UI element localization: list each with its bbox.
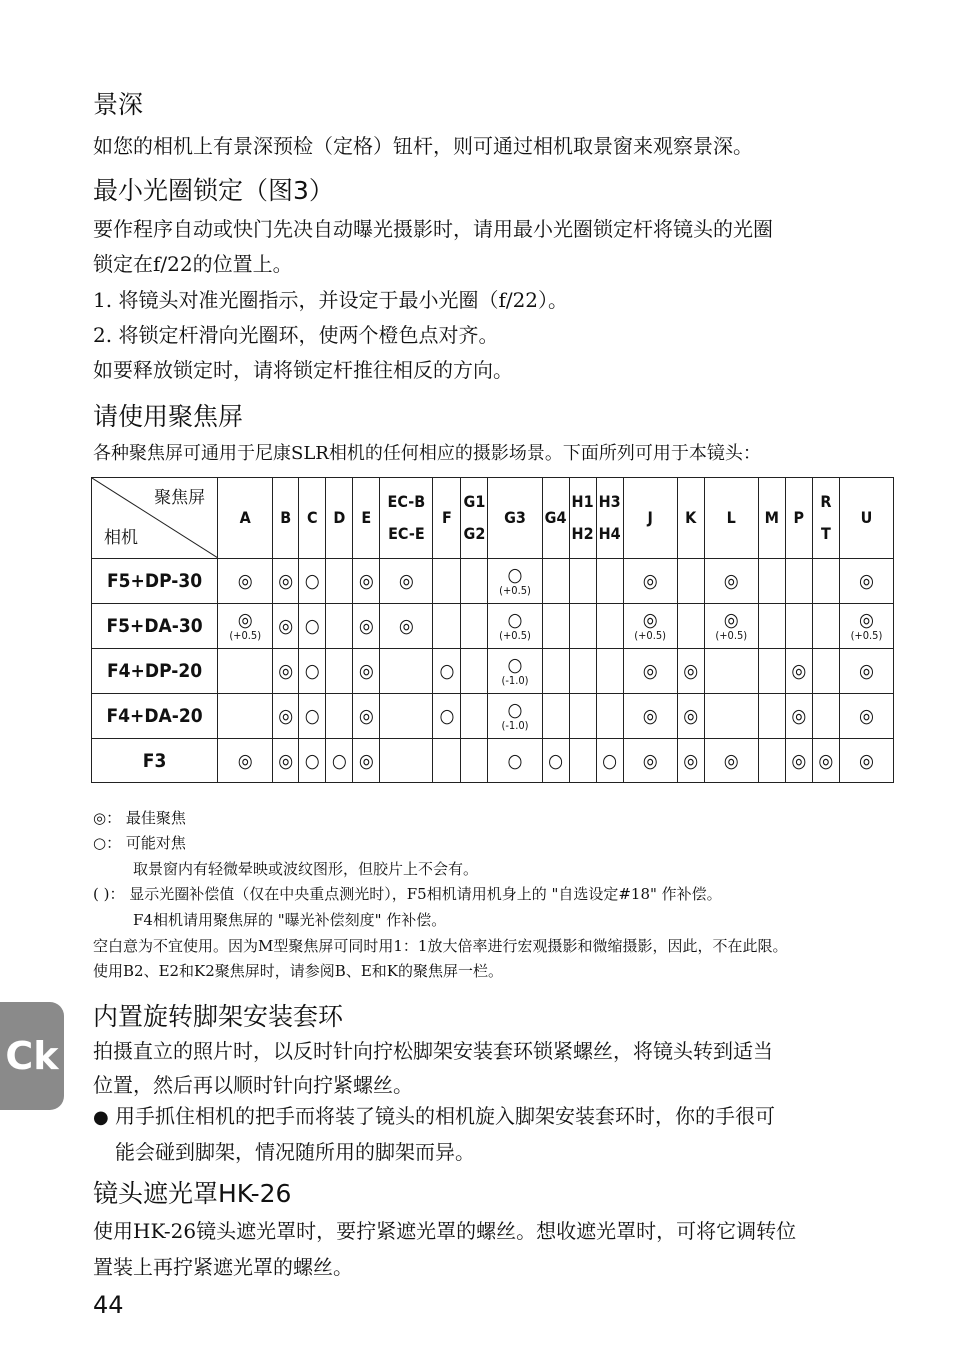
table-cell: [569, 694, 596, 739]
compensation-value: (+0.5): [850, 629, 883, 642]
table-cell: [569, 649, 596, 694]
table-cell: [623, 739, 677, 783]
legend-vignetting-note: 取景窗内有轻微晕映或波纹图形，但胶片上不会有。: [133, 860, 479, 878]
table-cell: [596, 694, 623, 739]
table-cell: [758, 649, 785, 694]
best-focus-icon: ◎: [358, 570, 374, 592]
legend-best-focus: ◎： 最佳聚焦: [93, 809, 186, 827]
table-cell: [326, 649, 353, 694]
column-header-label: G4: [544, 508, 567, 527]
table-cell: [433, 694, 461, 739]
column-header-label-2: H4: [598, 524, 621, 543]
table-cell: [380, 559, 433, 604]
table-row: [92, 694, 894, 739]
best-focus-icon: ◎: [237, 749, 253, 772]
table-cell: [677, 739, 704, 783]
table-cell: [353, 694, 380, 739]
hood-line2: 置装上再拧紧遮光罩的螺丝。: [93, 1255, 353, 1279]
column-header-label: C: [306, 508, 318, 527]
table-cell: [433, 559, 461, 604]
table-cell: [812, 649, 839, 694]
possible-focus-icon: ○: [439, 705, 455, 727]
column-header-label: F: [442, 508, 452, 527]
table-corner-cell: [92, 478, 218, 559]
column-header: [461, 478, 488, 559]
table-cell: [785, 604, 812, 649]
min-aperture-step-1: 1. 将镜头对准光圈指示，并设定于最小光圈（f/22）。: [93, 288, 569, 312]
table-cell: [704, 559, 758, 604]
table-cell: [677, 649, 704, 694]
table-row: [92, 739, 894, 783]
table-cell: [461, 559, 488, 604]
table-cell: [380, 694, 433, 739]
table-cell: [704, 694, 758, 739]
column-header: [677, 478, 704, 559]
table-body: [92, 559, 894, 783]
table-cell: [218, 559, 273, 604]
column-header: [488, 478, 542, 559]
min-aperture-release: 如要释放锁定时，请将锁定杆推往相反的方向。: [93, 358, 513, 382]
best-focus-icon: ◎: [858, 660, 874, 682]
legend-b2-e2-k2-note: 使用B2、E2和K2聚焦屏时，请参阅B、E和K的聚焦屏一栏。: [93, 962, 503, 980]
column-header: [758, 478, 785, 559]
column-header: [542, 478, 569, 559]
best-focus-icon: ◎: [642, 660, 658, 682]
column-header: [299, 478, 326, 559]
table-row: [92, 649, 894, 694]
best-focus-icon: ◎: [278, 749, 294, 772]
table-cell: [704, 649, 758, 694]
legend-f4-compensation: F4相机请用聚焦屏的 "曝光补偿刻度" 作补偿。: [133, 911, 447, 929]
table-cell: [542, 604, 569, 649]
table-cell: [596, 559, 623, 604]
table-cell: [596, 649, 623, 694]
best-focus-icon: ◎: [858, 705, 874, 727]
column-header-label: A: [239, 508, 251, 527]
camera-name-cell: F4+DP-20: [92, 649, 218, 694]
table-cell: [218, 694, 273, 739]
best-focus-icon: ◎: [818, 749, 834, 772]
possible-focus-icon: ○: [439, 660, 455, 682]
table-cell: [299, 739, 326, 783]
table-cell: [326, 559, 353, 604]
corner-label-camera: 相机: [104, 528, 138, 548]
possible-focus-icon: ○: [507, 699, 523, 721]
table-cell: [299, 694, 326, 739]
table-cell: [812, 739, 839, 783]
table-cell: [380, 649, 433, 694]
best-focus-icon: ◎: [358, 749, 374, 772]
table-cell: [299, 649, 326, 694]
column-header: [839, 478, 893, 559]
table-cell: [461, 604, 488, 649]
table-cell: [596, 739, 623, 783]
table-cell: [569, 604, 596, 649]
page-number: 44: [93, 1291, 124, 1319]
column-header: [433, 478, 461, 559]
compensation-value: (-1.0): [501, 674, 529, 687]
compensation-value: (+0.5): [715, 629, 748, 642]
table-cell: [380, 739, 433, 783]
table-cell: [461, 739, 488, 783]
best-focus-icon: ◎: [683, 660, 699, 682]
possible-focus-icon: ○: [602, 749, 618, 772]
table-cell: [839, 649, 893, 694]
possible-focus-icon: ○: [304, 660, 320, 682]
heading-tripod-collar: 内置旋转脚架安装套环: [93, 1002, 344, 1031]
table-cell: [273, 739, 299, 783]
best-focus-icon: ◎: [237, 570, 253, 592]
best-focus-icon: ◎: [683, 705, 699, 727]
table-cell: [812, 694, 839, 739]
table-cell: [839, 739, 893, 783]
table-cell: [785, 649, 812, 694]
camera-name-cell: F3: [92, 739, 218, 783]
table-cell: [758, 604, 785, 649]
table-header-row: [92, 478, 894, 559]
best-focus-icon: ◎: [642, 749, 658, 772]
tripod-bullet: [93, 1099, 775, 1169]
table-cell: [812, 604, 839, 649]
compensation-value: (+0.5): [634, 629, 667, 642]
column-header: [353, 478, 380, 559]
possible-focus-icon: ○: [507, 609, 523, 631]
best-focus-icon: ◎: [791, 705, 807, 727]
column-header-label-2: G2: [463, 524, 486, 543]
possible-focus-icon: ○: [331, 749, 347, 772]
table-cell: [433, 739, 461, 783]
table-cell: [542, 739, 569, 783]
table-cell: [839, 694, 893, 739]
possible-focus-icon: ○: [304, 570, 320, 592]
column-header: [812, 478, 839, 559]
column-header: [273, 478, 299, 559]
column-header-label-2: EC-E: [388, 524, 425, 543]
column-header: [326, 478, 353, 559]
best-focus-icon: ◎: [278, 705, 294, 727]
table-cell: [353, 649, 380, 694]
best-focus-icon: ◎: [278, 660, 294, 682]
column-header-label: H1: [571, 492, 594, 511]
possible-focus-icon: ○: [304, 615, 320, 637]
best-focus-icon: ◎: [398, 615, 414, 637]
compensation-value: (+0.5): [499, 629, 531, 642]
column-header: [218, 478, 273, 559]
best-focus-icon: ◎: [358, 705, 374, 727]
table-cell: [488, 739, 542, 783]
table-cell: [273, 559, 299, 604]
column-header-label: G3: [504, 508, 526, 527]
heading-min-aperture-lock: 最小光圈锁定（图3）: [93, 176, 334, 205]
possible-focus-icon: ○: [548, 749, 563, 772]
possible-focus-icon: ○: [507, 654, 523, 676]
table-cell: [488, 649, 542, 694]
table-cell: [299, 604, 326, 649]
table-cell: [677, 559, 704, 604]
compensation-value: (-1.0): [501, 719, 529, 732]
table-cell: [785, 694, 812, 739]
table-cell: [326, 739, 353, 783]
column-header-label: J: [647, 508, 653, 527]
table-cell: [596, 604, 623, 649]
best-focus-icon: ◎: [723, 609, 739, 631]
table-cell: [623, 649, 677, 694]
screens-intro: 各种聚焦屏可通用于尼康SLR相机的任何相应的摄影场景。下面所列可用于本镜头：: [93, 443, 761, 464]
column-header: [380, 478, 433, 559]
column-header: [623, 478, 677, 559]
table-cell: [273, 604, 299, 649]
best-focus-icon: ◎: [723, 570, 739, 592]
table-cell: [380, 604, 433, 649]
table-cell: [273, 649, 299, 694]
table-cell: [704, 604, 758, 649]
table-cell: [326, 694, 353, 739]
table-cell: [704, 739, 758, 783]
table-cell: [353, 604, 380, 649]
best-focus-icon: ◎: [642, 705, 658, 727]
table-cell: [839, 559, 893, 604]
column-header-label: P: [793, 508, 805, 527]
table-cell: [677, 604, 704, 649]
column-header: [569, 478, 596, 559]
table-row: [92, 604, 894, 649]
best-focus-icon: ◎: [642, 609, 658, 631]
table-cell: [488, 694, 542, 739]
best-focus-icon: ◎: [642, 570, 658, 592]
best-focus-icon: ◎: [683, 749, 699, 772]
table-cell: [542, 649, 569, 694]
table-cell: [218, 604, 273, 649]
table-cell: [542, 559, 569, 604]
column-header: [785, 478, 812, 559]
focusing-screen-table: [91, 477, 894, 783]
table-cell: [623, 559, 677, 604]
compensation-value: (+0.5): [229, 629, 262, 642]
table-cell: [758, 694, 785, 739]
table-cell: [785, 559, 812, 604]
table-cell: [461, 694, 488, 739]
table-cell: [273, 694, 299, 739]
table-cell: [461, 649, 488, 694]
table-cell: [326, 604, 353, 649]
best-focus-icon: ◎: [278, 615, 294, 637]
best-focus-icon: ◎: [398, 570, 414, 592]
best-focus-icon: ◎: [358, 615, 374, 637]
heading-focusing-screens: 请使用聚焦屏: [93, 402, 244, 431]
possible-focus-icon: ○: [304, 749, 320, 772]
table-cell: [623, 694, 677, 739]
possible-focus-icon: ○: [507, 564, 523, 586]
column-header-label: EC-B: [387, 492, 426, 511]
column-header-label: L: [726, 508, 736, 527]
table-cell: [433, 604, 461, 649]
legend-compensation: ( )： 显示光圈补偿值（仅在中央重点测光时），F5相机请用机身上的 "自选设定#18" 作补偿。: [93, 885, 722, 903]
column-header-label: R: [820, 492, 832, 511]
table-cell: [542, 694, 569, 739]
best-focus-icon: ◎: [723, 749, 739, 772]
camera-name-cell: F5+DP-30: [92, 559, 218, 604]
camera-name-cell: F5+DA-30: [92, 604, 218, 649]
best-focus-icon: ◎: [791, 749, 807, 772]
table-cell: [677, 694, 704, 739]
table-row: [92, 559, 894, 604]
table-cell: [353, 739, 380, 783]
table-cell: [569, 559, 596, 604]
tripod-bullet-line1: 用手抓住相机的把手而将装了镜头的相机旋入脚架安装套环时，你的手很可: [115, 1104, 775, 1128]
possible-focus-icon: ○: [304, 705, 320, 727]
column-header-label: M: [764, 508, 779, 527]
hood-line1: 使用HK-26镜头遮光罩时，要拧紧遮光罩的螺丝。想收遮光罩时，可将它调转位: [93, 1219, 797, 1243]
best-focus-icon: ◎: [858, 570, 874, 592]
min-aperture-para-line2: 锁定在f/22的位置上。: [93, 252, 293, 276]
column-header-label: K: [685, 508, 697, 527]
corner-label-screen: 聚焦屏: [154, 488, 206, 508]
table-cell: [758, 559, 785, 604]
table-cell: [488, 604, 542, 649]
best-focus-icon: ◎: [858, 749, 874, 772]
column-header-label: G1: [463, 492, 486, 511]
legend-blank-note: 空白意为不宜使用。因为M型聚焦屏可同时用1：1放大倍率进行宏观摄影和微缩摄影，因此，不在此限。: [93, 937, 788, 955]
tripod-bullet-line2: 能会碰到脚架，情况随所用的脚架而异。: [115, 1140, 475, 1164]
table-cell: [353, 559, 380, 604]
table-cell: [488, 559, 542, 604]
heading-depth-of-field: 景深: [93, 90, 144, 119]
best-focus-icon: ◎: [237, 609, 253, 631]
table-cell: [758, 739, 785, 783]
min-aperture-step-2: 2. 将锁定杆滑向光圈环，使两个橙色点对齐。: [93, 323, 499, 347]
table-cell: [218, 649, 273, 694]
possible-focus-icon: ○: [507, 749, 523, 772]
column-header-label-2: T: [820, 524, 831, 543]
table-cell: [812, 559, 839, 604]
heading-lens-hood: 镜头遮光罩HK-26: [93, 1179, 292, 1208]
column-header-label: B: [280, 508, 292, 527]
table-cell: [839, 604, 893, 649]
min-aperture-para-line1: 要作程序自动或快门先决自动曝光摄影时，请用最小光圈锁定杆将镜头的光圈: [93, 217, 773, 241]
column-header-label: D: [333, 508, 346, 527]
tripod-line1: 拍摄直立的照片时，以反时针向拧松脚架安装套环锁紧螺丝，将镜头转到适当: [93, 1039, 773, 1063]
table-cell: [785, 739, 812, 783]
camera-name-cell: F4+DA-20: [92, 694, 218, 739]
table-cell: [623, 604, 677, 649]
best-focus-icon: ◎: [358, 660, 374, 682]
table-cell: [569, 739, 596, 783]
column-header-label-2: H2: [571, 524, 594, 543]
column-header: [596, 478, 623, 559]
best-focus-icon: ◎: [791, 660, 807, 682]
language-tab-ck: Ck: [0, 1002, 64, 1110]
best-focus-icon: ◎: [858, 609, 874, 631]
table-cell: [218, 739, 273, 783]
column-header-label: E: [361, 508, 372, 527]
tripod-line2: 位置，然后再以顺时针向拧紧螺丝。: [93, 1073, 413, 1097]
column-header-label: U: [860, 508, 873, 527]
column-header: [704, 478, 758, 559]
legend-possible-focus: ○： 可能对焦: [93, 834, 186, 852]
bullet-dot-icon: ●: [93, 1107, 109, 1128]
compensation-value: (+0.5): [499, 584, 531, 597]
best-focus-icon: ◎: [278, 570, 294, 592]
column-header-label: H3: [598, 492, 621, 511]
dof-text: 如您的相机上有景深预检（定格）钮杆，则可通过相机取景窗来观察景深。: [93, 134, 753, 158]
table-cell: [433, 649, 461, 694]
table-cell: [299, 559, 326, 604]
